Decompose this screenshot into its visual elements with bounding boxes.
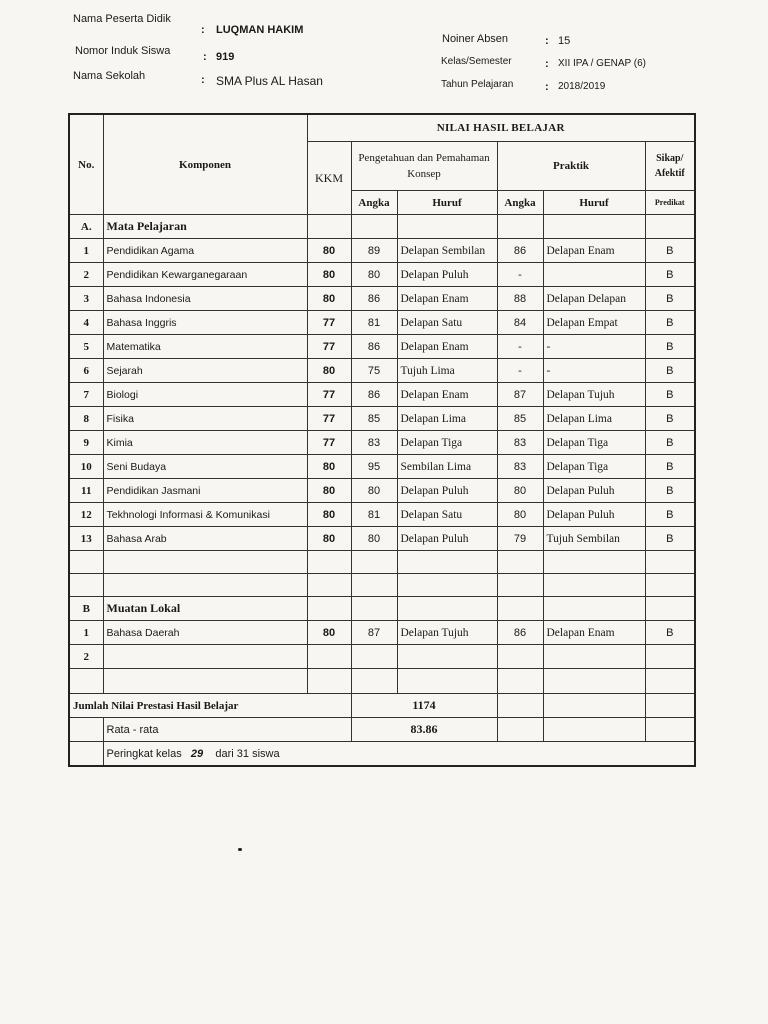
predicate: B xyxy=(645,621,695,645)
kkm-value: 77 xyxy=(307,431,351,455)
knowledge-words: Delapan Enam xyxy=(397,383,497,407)
blank-cell xyxy=(351,597,397,621)
practice-words: Delapan Empat xyxy=(543,311,645,335)
blank-cell xyxy=(103,551,307,574)
total-value: 1174 xyxy=(351,694,497,718)
row-number: 12 xyxy=(69,503,103,527)
knowledge-score: 95 xyxy=(351,455,397,479)
practice-score: 87 xyxy=(497,383,543,407)
blank-cell xyxy=(497,574,543,597)
table-row xyxy=(69,383,695,407)
practice-words: Delapan Puluh xyxy=(543,479,645,503)
practice-score: 84 xyxy=(497,311,543,335)
subject-name: Tekhnologi Informasi & Komunikasi xyxy=(103,503,307,527)
practice-words: Delapan Tujuh xyxy=(543,383,645,407)
row-number: 1 xyxy=(69,621,103,645)
sekolah-label: Nama Sekolah xyxy=(73,70,146,82)
knowledge-words xyxy=(397,645,497,669)
row-number: 5 xyxy=(69,335,103,359)
blank-cell xyxy=(69,718,103,742)
total-row xyxy=(69,694,695,718)
subject-name: Bahasa Daerah xyxy=(103,621,307,645)
practice-score: 80 xyxy=(497,479,543,503)
col-sikap-header: Sikap/ Afektif xyxy=(645,142,695,191)
row-number: 9 xyxy=(69,431,103,455)
practice-score: 88 xyxy=(497,287,543,311)
kkm-value: 80 xyxy=(307,263,351,287)
blank-cell xyxy=(397,574,497,597)
table-row xyxy=(69,287,695,311)
predicate: B xyxy=(645,359,695,383)
knowledge-words: Delapan Satu xyxy=(397,503,497,527)
kkm-value: 77 xyxy=(307,311,351,335)
kkm-value: 80 xyxy=(307,479,351,503)
knowledge-words: Tujuh Lima xyxy=(397,359,497,383)
subject-name: Fisika xyxy=(103,407,307,431)
subject-name: Biologi xyxy=(103,383,307,407)
row-number: 2 xyxy=(69,645,103,669)
blank-cell xyxy=(69,551,103,574)
subject-name: Pendidikan Agama xyxy=(103,239,307,263)
subject-name: Bahasa Arab xyxy=(103,527,307,551)
knowledge-score: 86 xyxy=(351,335,397,359)
tahun-value: 2018/2019 xyxy=(558,81,606,92)
row-number: 1 xyxy=(69,239,103,263)
table-row xyxy=(69,431,695,455)
practice-words xyxy=(543,645,645,669)
table-row xyxy=(69,263,695,287)
row-number: 7 xyxy=(69,383,103,407)
kkm-value: 80 xyxy=(307,503,351,527)
table-row xyxy=(69,621,695,645)
grades-table xyxy=(68,113,696,767)
sekolah-value: SMA Plus AL Hasan xyxy=(216,74,323,88)
practice-words xyxy=(543,263,645,287)
average-label: Rata - rata xyxy=(103,718,351,742)
practice-score: 86 xyxy=(497,621,543,645)
section-a-row xyxy=(69,215,695,239)
table-row xyxy=(69,479,695,503)
practice-score xyxy=(497,645,543,669)
table-row xyxy=(69,239,695,263)
blank-cell xyxy=(543,574,645,597)
blank-cell xyxy=(543,694,645,718)
practice-score: 85 xyxy=(497,407,543,431)
knowledge-words: Delapan Puluh xyxy=(397,527,497,551)
kkm-value: 77 xyxy=(307,335,351,359)
blank-cell xyxy=(351,574,397,597)
practice-words: Delapan Enam xyxy=(543,621,645,645)
blank-cell xyxy=(397,551,497,574)
predicate: B xyxy=(645,263,695,287)
blank-row xyxy=(69,669,695,694)
nama-label: Nama Peserta Didik xyxy=(73,13,171,25)
nis-label: Nomor Induk Siswa xyxy=(75,45,171,57)
knowledge-words: Delapan Sembilan xyxy=(397,239,497,263)
table-row xyxy=(69,645,695,669)
kelas-label: Kelas/Semester xyxy=(441,56,512,67)
blank-cell xyxy=(307,669,351,694)
blank-cell xyxy=(397,597,497,621)
practice-score: 80 xyxy=(497,503,543,527)
predicate: B xyxy=(645,503,695,527)
practice-score: 79 xyxy=(497,527,543,551)
predicate xyxy=(645,645,695,669)
kkm-value: 77 xyxy=(307,383,351,407)
nis-value: 919 xyxy=(216,51,235,63)
knowledge-words: Delapan Tujuh xyxy=(397,621,497,645)
blank-cell xyxy=(497,718,543,742)
subject-name xyxy=(103,645,307,669)
knowledge-score: 86 xyxy=(351,383,397,407)
practice-words: - xyxy=(543,335,645,359)
blank-cell xyxy=(103,669,307,694)
subject-name: Pendidikan Kewarganegaraan xyxy=(103,263,307,287)
row-number: 3 xyxy=(69,287,103,311)
kkm-value: 80 xyxy=(307,287,351,311)
blank-cell xyxy=(351,669,397,694)
row-number: 6 xyxy=(69,359,103,383)
header-row-1 xyxy=(69,114,695,142)
predicate: B xyxy=(645,239,695,263)
col-pengetahuan-header: Pengetahuan dan Pemahaman Konsep xyxy=(351,142,497,191)
nis-colon: : xyxy=(203,51,207,63)
knowledge-score: 80 xyxy=(351,263,397,287)
nama-colon: : xyxy=(201,24,205,36)
blank-cell xyxy=(543,718,645,742)
kkm-value: 80 xyxy=(307,621,351,645)
col-huruf1-header: Huruf xyxy=(397,191,497,215)
nama-value: LUQMAN HAKIM xyxy=(216,24,304,36)
kkm-value: 80 xyxy=(307,455,351,479)
table-row xyxy=(69,455,695,479)
blank-cell xyxy=(543,597,645,621)
blank-cell xyxy=(645,574,695,597)
col-angka2-header: Angka xyxy=(497,191,543,215)
kelas-colon: : xyxy=(545,58,549,70)
predicate: B xyxy=(645,431,695,455)
knowledge-score: 81 xyxy=(351,311,397,335)
section-a-code: A. xyxy=(69,215,103,239)
predicate: B xyxy=(645,335,695,359)
practice-words: Tujuh Sembilan xyxy=(543,527,645,551)
practice-score: - xyxy=(497,335,543,359)
col-huruf2-header: Huruf xyxy=(543,191,645,215)
knowledge-score: 83 xyxy=(351,431,397,455)
kkm-value xyxy=(307,645,351,669)
blank-cell xyxy=(543,669,645,694)
predicate: B xyxy=(645,479,695,503)
practice-score: - xyxy=(497,263,543,287)
practice-words: Delapan Tiga xyxy=(543,431,645,455)
knowledge-score: 81 xyxy=(351,503,397,527)
practice-words: Delapan Enam xyxy=(543,239,645,263)
rank-cell xyxy=(103,742,695,767)
table-row xyxy=(69,311,695,335)
practice-score: - xyxy=(497,359,543,383)
row-number: 8 xyxy=(69,407,103,431)
col-praktik-header: Praktik xyxy=(497,142,645,191)
predicate: B xyxy=(645,287,695,311)
table-title: NILAI HASIL BELAJAR xyxy=(307,114,695,142)
knowledge-words: Delapan Satu xyxy=(397,311,497,335)
knowledge-score xyxy=(351,645,397,669)
knowledge-words: Delapan Puluh xyxy=(397,479,497,503)
blank-cell xyxy=(69,742,103,767)
knowledge-words: Delapan Enam xyxy=(397,287,497,311)
predicate: B xyxy=(645,311,695,335)
blank-cell xyxy=(543,551,645,574)
section-a-name: Mata Pelajaran xyxy=(103,215,307,239)
knowledge-score: 75 xyxy=(351,359,397,383)
practice-words: - xyxy=(543,359,645,383)
rank-row xyxy=(69,742,695,767)
subject-name: Kimia xyxy=(103,431,307,455)
average-value: 83.86 xyxy=(351,718,497,742)
knowledge-score: 86 xyxy=(351,287,397,311)
average-row xyxy=(69,718,695,742)
practice-score: 83 xyxy=(497,431,543,455)
blank-cell xyxy=(645,551,695,574)
table-row xyxy=(69,503,695,527)
practice-words: Delapan Puluh xyxy=(543,503,645,527)
knowledge-score: 80 xyxy=(351,479,397,503)
practice-words: Delapan Lima xyxy=(543,407,645,431)
kkm-value: 80 xyxy=(307,527,351,551)
kkm-value: 80 xyxy=(307,359,351,383)
blank-cell xyxy=(645,718,695,742)
knowledge-words: Delapan Tiga xyxy=(397,431,497,455)
row-number: 2 xyxy=(69,263,103,287)
subject-name: Matematika xyxy=(103,335,307,359)
section-b-name: Muatan Lokal xyxy=(103,597,307,621)
row-number: 4 xyxy=(69,311,103,335)
subject-name: Bahasa Indonesia xyxy=(103,287,307,311)
table-row xyxy=(69,359,695,383)
blank-cell xyxy=(69,669,103,694)
predicate: B xyxy=(645,455,695,479)
absen-colon: : xyxy=(545,35,549,47)
col-no-header: No. xyxy=(69,114,103,215)
subject-name: Seni Budaya xyxy=(103,455,307,479)
knowledge-score: 80 xyxy=(351,527,397,551)
blank-cell xyxy=(103,574,307,597)
row-number: 13 xyxy=(69,527,103,551)
rank-value: 29 xyxy=(190,747,204,760)
practice-words: Delapan Delapan xyxy=(543,287,645,311)
ink-dot xyxy=(238,848,242,851)
row-number: 10 xyxy=(69,455,103,479)
table-row xyxy=(69,527,695,551)
blank-cell xyxy=(307,574,351,597)
tahun-label: Tahun Pelajaran xyxy=(441,79,514,90)
rank-suffix: dari 31 siswa xyxy=(215,747,280,760)
rank-label: Peringkat kelas xyxy=(106,747,182,760)
row-number: 11 xyxy=(69,479,103,503)
blank-cell xyxy=(645,597,695,621)
blank-cell xyxy=(497,597,543,621)
practice-score: 83 xyxy=(497,455,543,479)
table-row xyxy=(69,335,695,359)
kkm-value: 80 xyxy=(307,239,351,263)
sekolah-colon: : xyxy=(201,74,205,86)
knowledge-words: Delapan Puluh xyxy=(397,263,497,287)
kkm-value: 77 xyxy=(307,407,351,431)
knowledge-words: Delapan Lima xyxy=(397,407,497,431)
practice-score: 86 xyxy=(497,239,543,263)
blank-cell xyxy=(497,669,543,694)
kelas-value: XII IPA / GENAP (6) xyxy=(558,58,646,69)
knowledge-words: Sembilan Lima xyxy=(397,455,497,479)
section-b-row xyxy=(69,597,695,621)
blank-row xyxy=(69,551,695,574)
absen-label: Noiner Absen xyxy=(442,33,509,45)
blank-cell xyxy=(351,551,397,574)
knowledge-score: 87 xyxy=(351,621,397,645)
blank-row xyxy=(69,574,695,597)
blank-cell xyxy=(497,694,543,718)
predicate: B xyxy=(645,383,695,407)
knowledge-words: Delapan Enam xyxy=(397,335,497,359)
col-predikat-header: Predikat xyxy=(645,191,695,215)
blank-cell xyxy=(497,551,543,574)
table-row xyxy=(69,407,695,431)
blank-cell xyxy=(645,694,695,718)
predicate: B xyxy=(645,527,695,551)
predicate: B xyxy=(645,407,695,431)
col-komponen-header: Komponen xyxy=(103,114,307,215)
knowledge-score: 89 xyxy=(351,239,397,263)
knowledge-score: 85 xyxy=(351,407,397,431)
blank-cell xyxy=(397,669,497,694)
subject-name: Sejarah xyxy=(103,359,307,383)
total-label: Jumlah Nilai Prestasi Hasil Belajar xyxy=(69,694,351,718)
subject-name: Bahasa Inggris xyxy=(103,311,307,335)
col-angka1-header: Angka xyxy=(351,191,397,215)
subject-name: Pendidikan Jasmani xyxy=(103,479,307,503)
absen-value: 15 xyxy=(558,35,571,47)
blank-cell xyxy=(307,551,351,574)
tahun-colon: : xyxy=(545,81,549,93)
blank-cell xyxy=(307,597,351,621)
blank-cell xyxy=(69,574,103,597)
practice-words: Delapan Tiga xyxy=(543,455,645,479)
section-b-code: B xyxy=(69,597,103,621)
blank-cell xyxy=(645,669,695,694)
col-kkm-header: KKM xyxy=(307,142,351,215)
